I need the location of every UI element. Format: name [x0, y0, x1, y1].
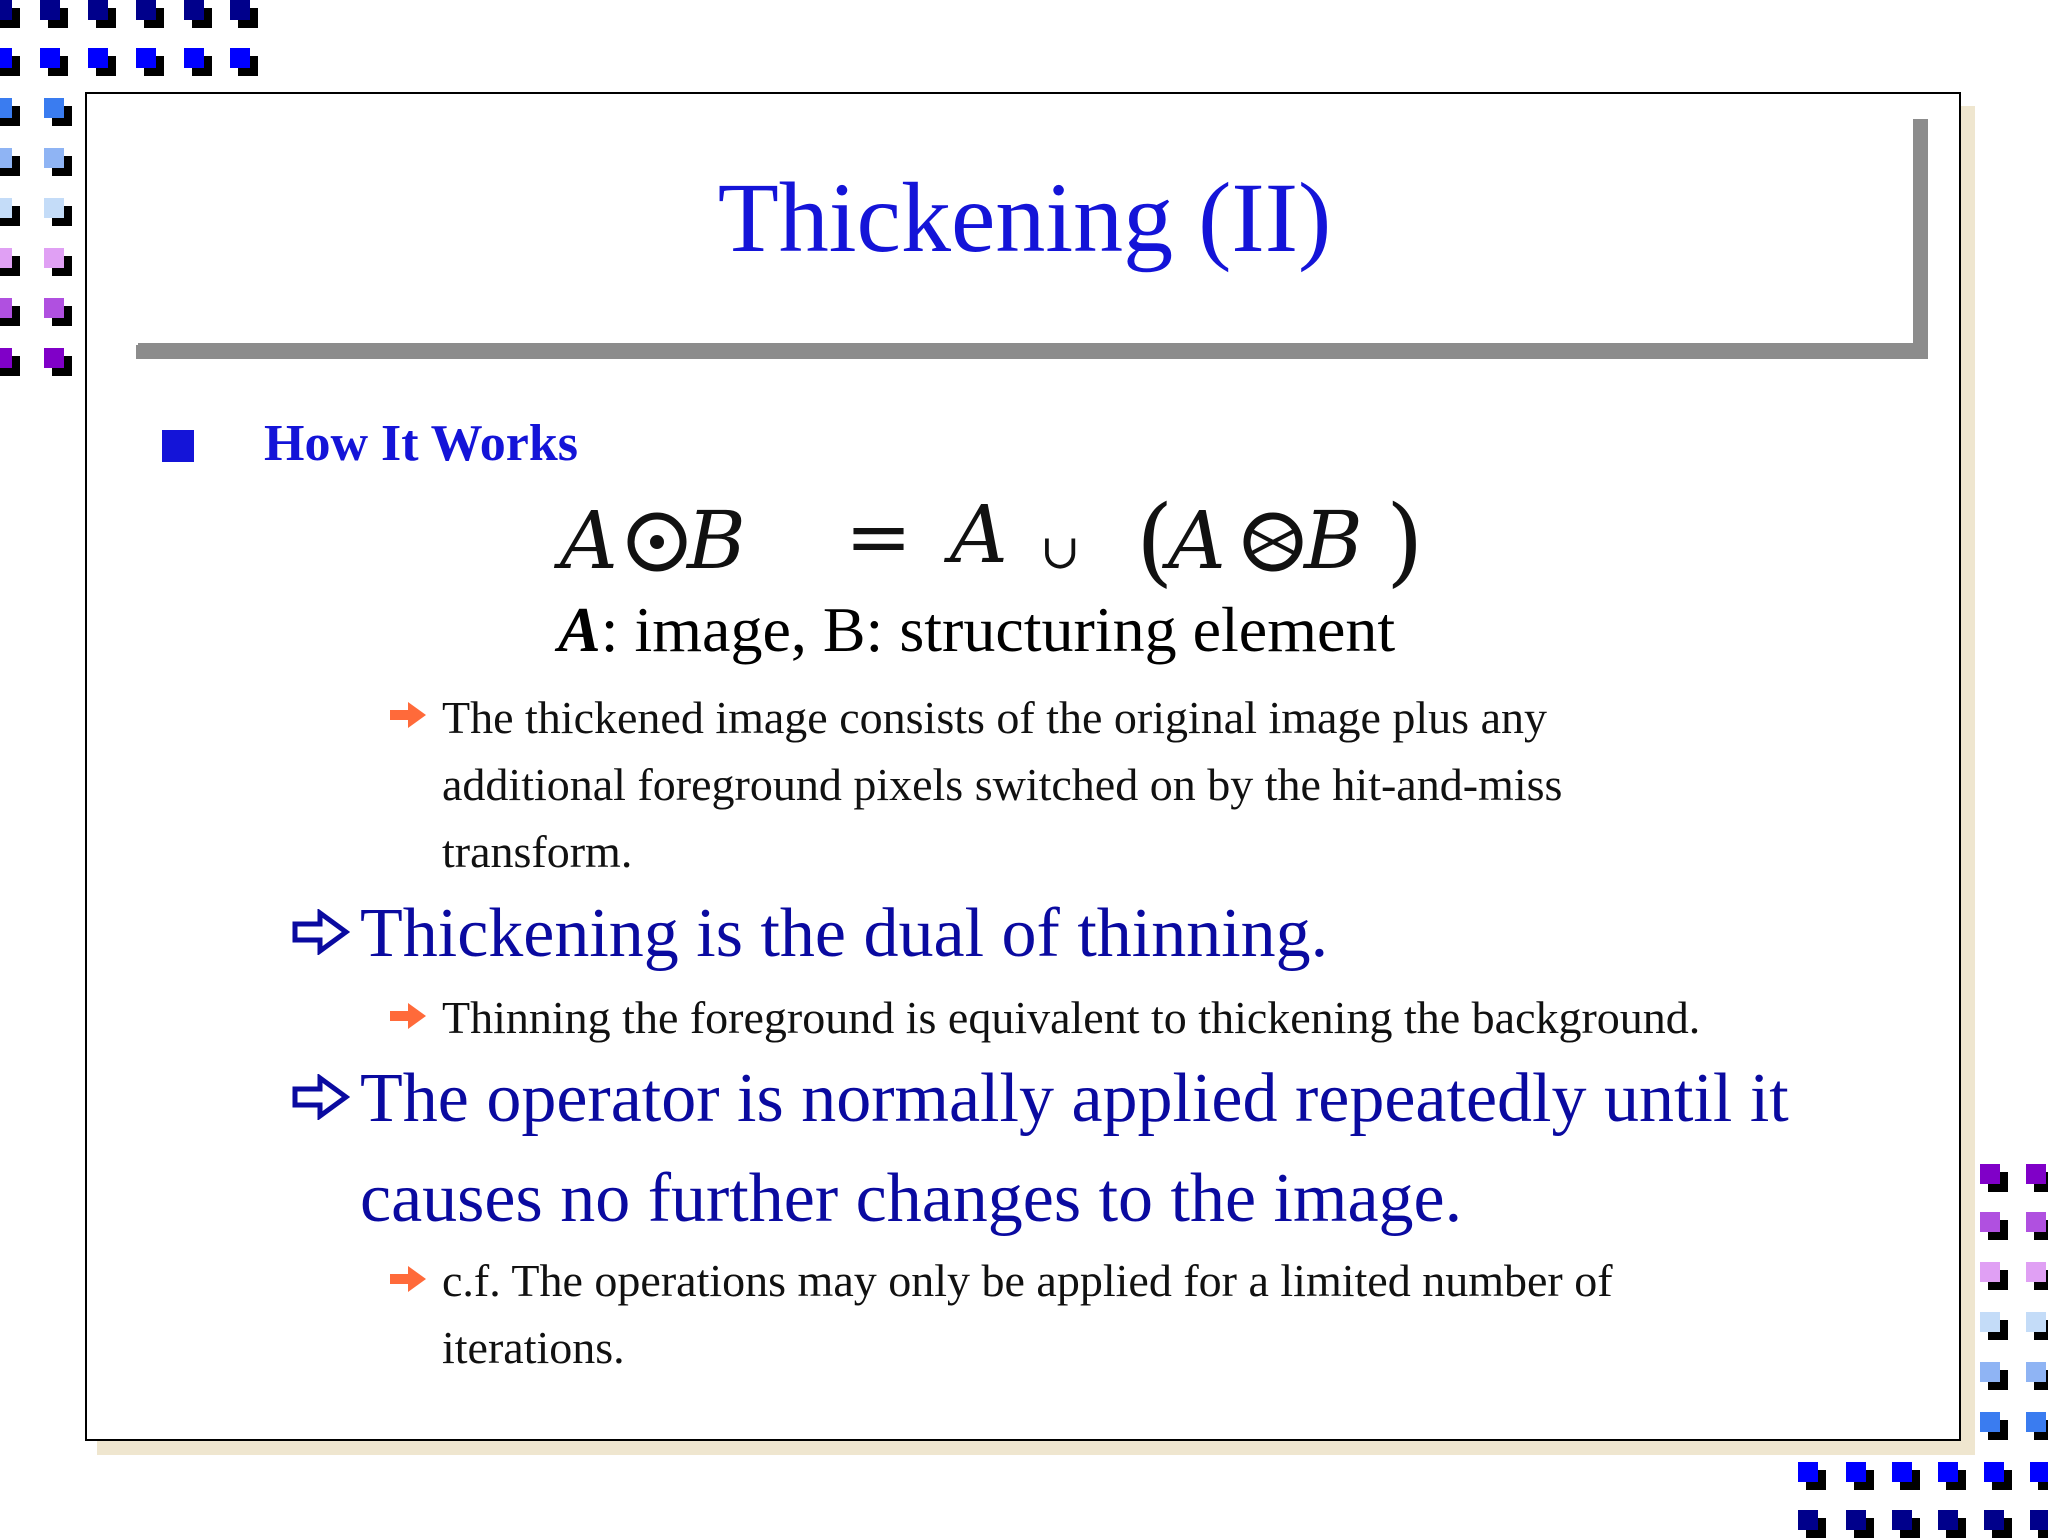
caption-symbol-a: A [558, 594, 601, 665]
thickening-formula [560, 485, 1460, 597]
deco-square [0, 98, 22, 128]
bullet-text-line: c.f. The operations may only be applied for a limited number of [442, 1255, 1613, 1306]
deco-square [2026, 1262, 2048, 1292]
bullet-text-line: iterations. [442, 1322, 625, 1373]
formula-rhs-a: A [950, 488, 1008, 581]
caption-text: : image, B: structuring element [600, 594, 1396, 665]
deco-square [230, 48, 260, 78]
deco-square [1980, 1412, 2010, 1442]
deco-square [0, 298, 22, 328]
deco-square [0, 0, 22, 30]
bullet-text-line: Thinning the foreground is equivalent to thickening the background. [442, 992, 1701, 1043]
deco-square [1980, 1312, 2010, 1342]
deco-square [44, 248, 74, 278]
deco-square [1798, 1462, 1828, 1492]
deco-square [1980, 1164, 2010, 1194]
slide-title: Thickening (II) [717, 162, 1332, 273]
main-point-text: Thickening is the dual of thinning. [360, 895, 1329, 972]
section-heading: How It Works [264, 415, 578, 472]
deco-square [1984, 1462, 2014, 1492]
deco-square [136, 48, 166, 78]
orange-arrow-icon [390, 700, 428, 730]
bullet-text-line: The thickened image consists of the original image plus any [442, 692, 1547, 743]
deco-square [184, 0, 214, 30]
formula-union: ∪ [1040, 524, 1081, 580]
deco-square [2026, 1362, 2048, 1392]
formula-paren-close: ) [1386, 485, 1424, 597]
deco-square [40, 0, 70, 30]
deco-square [2026, 1212, 2048, 1242]
deco-square [88, 48, 118, 78]
square-bullet-icon [162, 430, 194, 462]
bullet-text-line: additional foreground pixels switched on by the hit-and-miss [442, 759, 1563, 810]
main-point-text: causes no further changes to the image. [360, 1160, 1463, 1237]
deco-square [2026, 1164, 2048, 1194]
formula-inner-a: A [1168, 494, 1226, 587]
formula-paren-open: ( [1136, 485, 1174, 597]
deco-square [230, 0, 260, 30]
deco-square [136, 0, 166, 30]
title-box-shadow-right [1913, 119, 1928, 359]
title-box-shadow-bottom [136, 343, 1928, 359]
deco-square [184, 48, 214, 78]
deco-square [2026, 1412, 2048, 1442]
deco-square [0, 148, 22, 178]
deco-square [44, 198, 74, 228]
deco-square [40, 48, 70, 78]
deco-square [44, 98, 74, 128]
formula-lhs-a: A [560, 494, 618, 587]
deco-square [0, 248, 22, 278]
deco-square [44, 298, 74, 328]
deco-square [0, 48, 22, 78]
deco-square [1980, 1212, 2010, 1242]
deco-square [44, 148, 74, 178]
deco-square [2026, 1312, 2048, 1342]
main-point-text: The operator is normally applied repeatedly until it [360, 1060, 1789, 1137]
hollow-arrow-icon [292, 1074, 350, 1120]
bullet-text-line: transform. [442, 826, 633, 877]
formula-inner-b: B [1304, 494, 1363, 587]
orange-arrow-icon [390, 1001, 428, 1031]
deco-square [2030, 1462, 2048, 1492]
deco-square [88, 0, 118, 30]
odot-center [650, 535, 664, 549]
deco-square [1938, 1462, 1968, 1492]
deco-square [1980, 1362, 2010, 1392]
formula-equals: = [845, 490, 913, 583]
orange-arrow-icon [390, 1264, 428, 1294]
deco-square [44, 348, 74, 378]
deco-square [1846, 1462, 1876, 1492]
deco-square [0, 348, 22, 378]
deco-square [0, 198, 22, 228]
deco-square [1892, 1462, 1922, 1492]
formula-caption [558, 594, 1396, 665]
deco-square [1980, 1262, 2010, 1292]
hollow-arrow-icon [292, 909, 350, 955]
formula-lhs-b: B [687, 494, 746, 587]
